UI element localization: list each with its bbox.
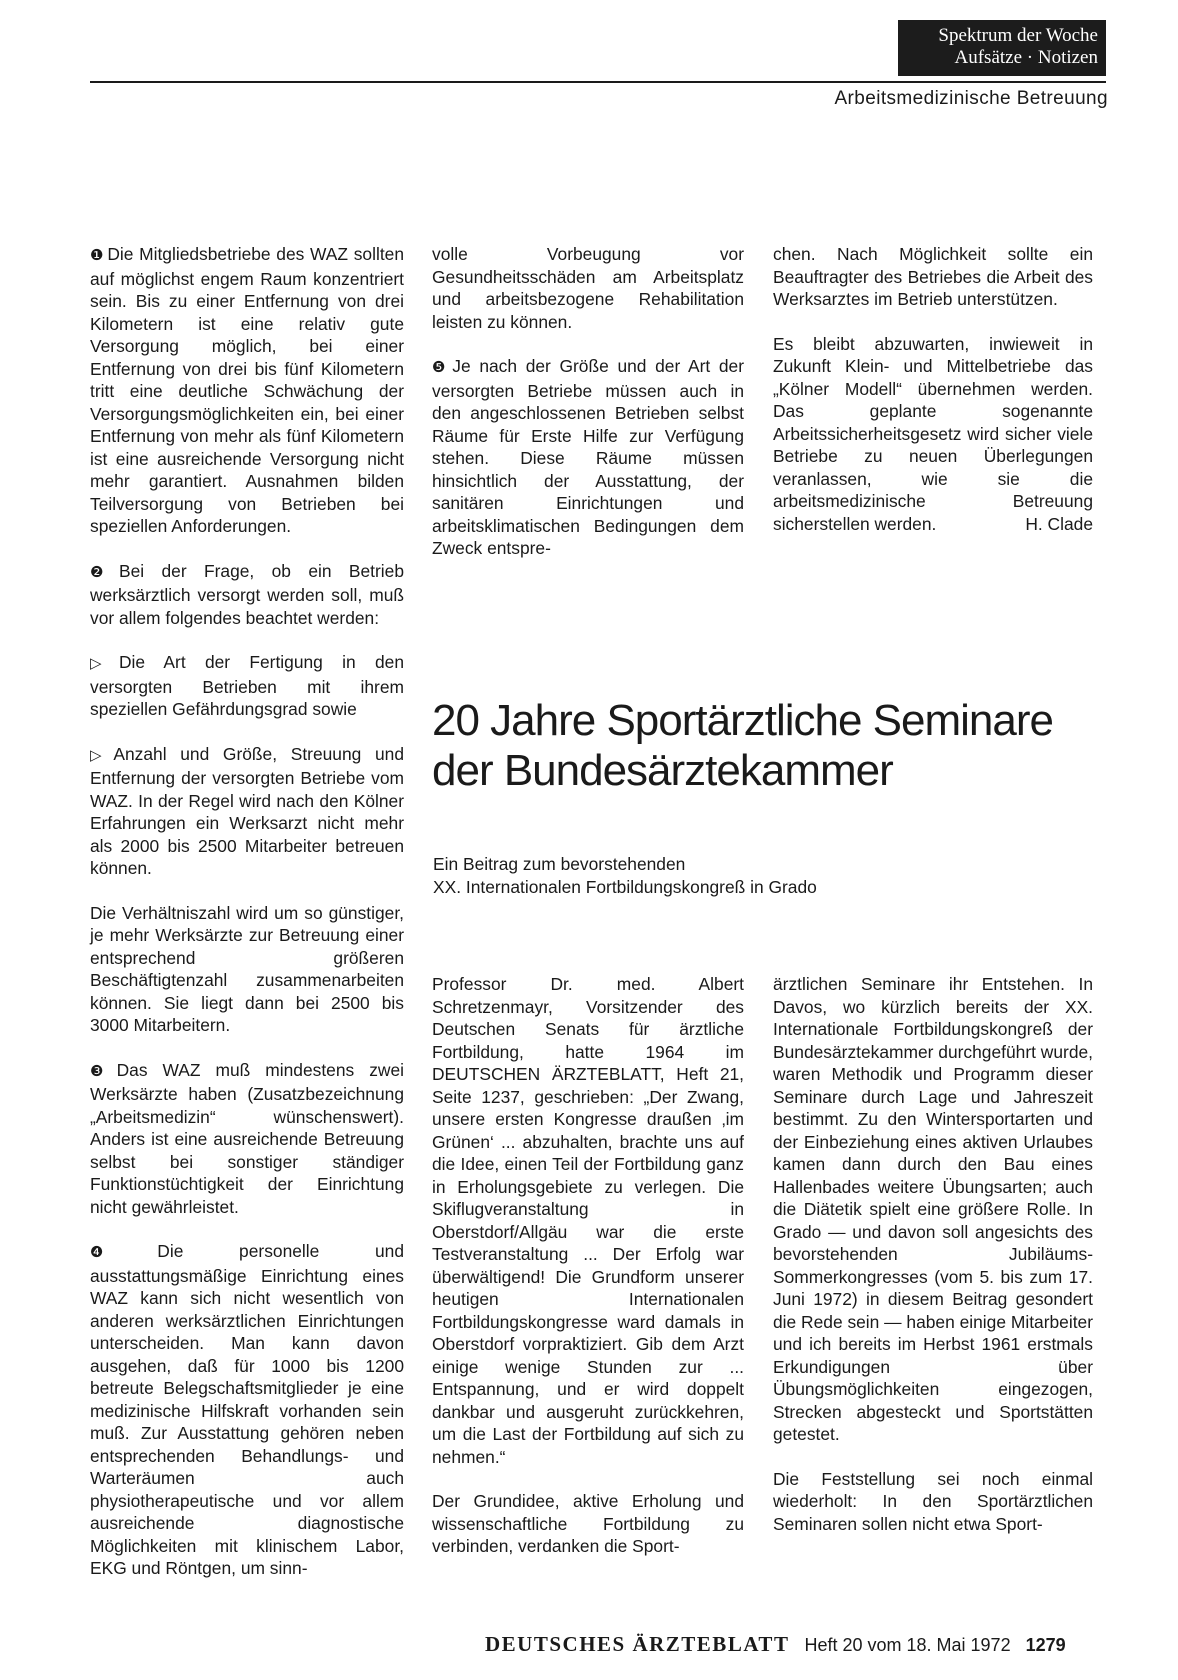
paragraph-text: Anzahl und Größe, Streuung und Entfernung der versorgten Betriebe vom WAZ. In der Regel wird nach den Kölner Erfahrungen ein Werksarzt nicht mehr als 2000 bis 2500 Mitarbeiter betreuen können.	[90, 743, 404, 878]
paragraph	[90, 902, 404, 1037]
header-rule	[90, 81, 1106, 83]
subtitle-line-1: Ein Beitrag zum bevorstehenden	[433, 854, 686, 874]
badge-line-2: Aufsätze · Notizen	[954, 47, 1098, 68]
paragraph	[773, 1468, 1093, 1536]
triangle-bullet-icon: ▷	[90, 655, 116, 672]
paragraph	[90, 1240, 404, 1580]
article1-column-1	[90, 243, 404, 1580]
paragraph	[90, 1059, 404, 1219]
paragraph-text: Die Mitgliedsbetriebe des WAZ sollten auf möglichst engem Raum konzentriert sein. Bis zu einer Entfernung von drei Kilometern ist eine relativ gute Versorgung möglich, bei einer Entfernung von drei bis fünf Kilometern tritt eine deutliche Schwächung der Versorgungsmöglichkeiten ein, bei einer Entfernung von mehr als fünf Kilometern ist eine ausreichende Versorgung nicht mehr garantiert. Ausnahmen bilden Teilversorgung von Betrieben bei speziellen Anforderungen.	[90, 244, 405, 536]
article-title: 20 Jahre Sportärztliche Seminare der Bundesärztekammer	[432, 696, 1053, 795]
paragraph-text: Es bleibt abzuwarten, inwieweit in Zukunft Klein- und Mittelbetriebe das „Kölner Modell“ übernehmen werden. Das geplante sogenannte Arbeitssicherheitsgesetz wird sicher viele Betriebe zu neuen Überlegungen veranlassen, wie sie die arbeitsmedizinische Betreuung sicherstellen werden.	[773, 333, 1093, 534]
article2-column-2	[773, 973, 1093, 1535]
paragraph-text: Bei der Frage, ob ein Betrieb werksärztlich versorgt werden soll, muß vor allem folgendes beachtet werden:	[90, 560, 404, 628]
number-3-icon: ❸	[90, 1062, 114, 1080]
section-label: Arbeitsmedizinische Betreuung	[834, 88, 1108, 109]
paragraph	[90, 743, 404, 880]
paragraph	[773, 333, 1093, 536]
paragraph	[90, 651, 404, 721]
article1-column-3	[773, 243, 1093, 535]
article2-column-1	[432, 973, 744, 1558]
paragraph-text: ärztlichen Seminare ihr Entstehen. In Davos, wo kürzlich bereits der XX. Internationale Fortbildungskongreß der Bundesärztekammer durchgeführt wurde, waren Methodik und Programm dieser Seminare durch Lage und Jahreszeit bestimmt. Zu den Wintersportarten und der Einbeziehung eines aktiven Urlaubes kamen dann durch den Bau eines Hallenbades weitere Übungsarten; auch die Diätetik spielt eine größere Rolle. In Grado — und davon soll angesichts des bevorstehenden Jubiläums-Sommerkongresses (vom 5. bis zum 17. Juni 1972) in diesem Beitrag gesondert die Rede sein — haben einige Mitarbeiter und ich bereits im Herbst 1961 erstmals Erkundigungen über Übungsmöglichkeiten eingezogen, Strecken abgesteckt und Sportstätten getestet.	[773, 974, 1093, 1444]
paragraph-text: volle Vorbeugung vor Gesundheitsschäden am Arbeitsplatz und arbeitsbezogene Rehabilitation leisten zu können.	[432, 244, 744, 332]
paragraph-text: Professor Dr. med. Albert Schretzenmayr, Vorsitzender des Deutschen Senats für ärztliche Fortbildung, hatte 1964 im DEUTSCHEN ÄRZTEBLATT, Heft 21, Seite 1237, geschrieben: „Der Zwang, unsere ersten Kongresse draußen ‚im Grünen‘ ... abzuhalten, brachte uns auf die Idee, einen Teil der Fortbildung ganz in Erholungsgebiete zu verlegen. Die Skiflugveranstaltung in Oberstdorf/Allgäu war die erste Testveranstaltung ... Der Erfolg war überwältigend! Die Grundform unserer heutigen Internationalen Fortbildungskongresse ward damals in Oberstdorf vorpraktiziert. Gib dem Arzt einige wenige Stunden zur ... Entspannung, und er wird doppelt dankbar und ausgeruht zurückkehren, um die Last der Fortbildung auf sich zu nehmen.“	[432, 974, 744, 1467]
journal-name: DEUTSCHES ÄRZTEBLATT	[485, 1632, 790, 1656]
triangle-bullet-icon: ▷	[90, 746, 111, 764]
number-2-icon: ❷	[90, 563, 116, 581]
number-4-icon: ❹	[90, 1244, 155, 1261]
paragraph-text: Die Verhältniszahl wird um so günstiger, je mehr Werksärzte zur Betreuung einer entsprechend größeren Beschäftigtenzahl zusammenarbeiten können. Sie liegt dann bei 2500 bis 3000 Mitarbeitern.	[90, 902, 404, 1035]
page-number: 1279	[1025, 1635, 1066, 1655]
paragraph	[432, 1490, 744, 1558]
paragraph	[90, 560, 404, 630]
paragraph-text: chen. Nach Möglichkeit sollte ein Beauftragter des Betriebes die Arbeit des Werksarztes im Betrieb unterstützen.	[773, 244, 1093, 309]
paragraph-text: Das WAZ muß mindestens zwei Werksärzte haben (Zusatzbezeichnung „Arbeitsmedizin“ wünschenswert). Anders ist eine ausreichende Betreuung selbst bei sonstiger ständiger Funktionstüchtigkeit der Einrichtung nicht gewährleistet.	[90, 1059, 404, 1217]
paragraph	[773, 973, 1093, 1446]
paragraph	[432, 355, 744, 560]
article-subtitle	[433, 853, 993, 899]
paragraph-text: Je nach der Größe und der Art der versorgten Betriebe müssen auch in den angeschlossenen Betrieben selbst Räume für Erste Hilfe zur Verfügung stehen. Diese Räume müssen hinsichtlich der Ausstattung, der sanitären Einrichtungen und arbeitsklimatischen Bedingungen dem Zweck entspre-	[432, 356, 744, 558]
badge-line-1: Spektrum der Woche	[938, 25, 1098, 46]
paragraph-text: Die personelle und ausstattungsmäßige Einrichtung eines WAZ kann sich nicht wesentlich von anderen werksärztlichen Einrichtungen unterscheiden. Man kann davon ausgehen, daß für 1000 bis 1200 betreute Belegschaftsmitglieder je eine medizinische Hilfskraft vorhanden sein muß. Zur Ausstattung gehören neben entsprechenden Behandlungs- und Warteräumen auch physiotherapeutische und vor allem ausreichende diagnostische Möglichkeiten mit klinischem Labor, EKG und Röntgen, um sinn-	[90, 1241, 404, 1578]
section-badge	[898, 20, 1106, 76]
paragraph	[432, 243, 744, 333]
paragraph-text: Die Feststellung sei noch einmal wiederholt: In den Sportärztlichen Seminaren sollen nicht etwa Sport-	[773, 1468, 1093, 1534]
number-5-icon: ❺	[432, 359, 450, 376]
page-footer	[485, 1632, 1066, 1657]
article1-column-2	[432, 243, 744, 560]
paragraph	[432, 973, 744, 1468]
paragraph	[90, 243, 404, 538]
paragraph-text: Die Art der Fertigung in den versorgten Betrieben mit ihrem speziellen Gefährdungsgrad sowie	[90, 652, 404, 719]
paragraph	[773, 243, 1093, 311]
number-1-icon: ❶	[90, 247, 105, 264]
issue-info: Heft 20 vom 18. Mai 1972	[804, 1635, 1011, 1655]
paragraph-text: Der Grundidee, aktive Erholung und wissenschaftliche Fortbildung zu verbinden, verdanken die Sport-	[432, 1491, 744, 1556]
author-name: H. Clade	[1025, 513, 1093, 534]
subtitle-line-2: XX. Internationalen Fortbildungskongreß in Grado	[433, 877, 817, 897]
